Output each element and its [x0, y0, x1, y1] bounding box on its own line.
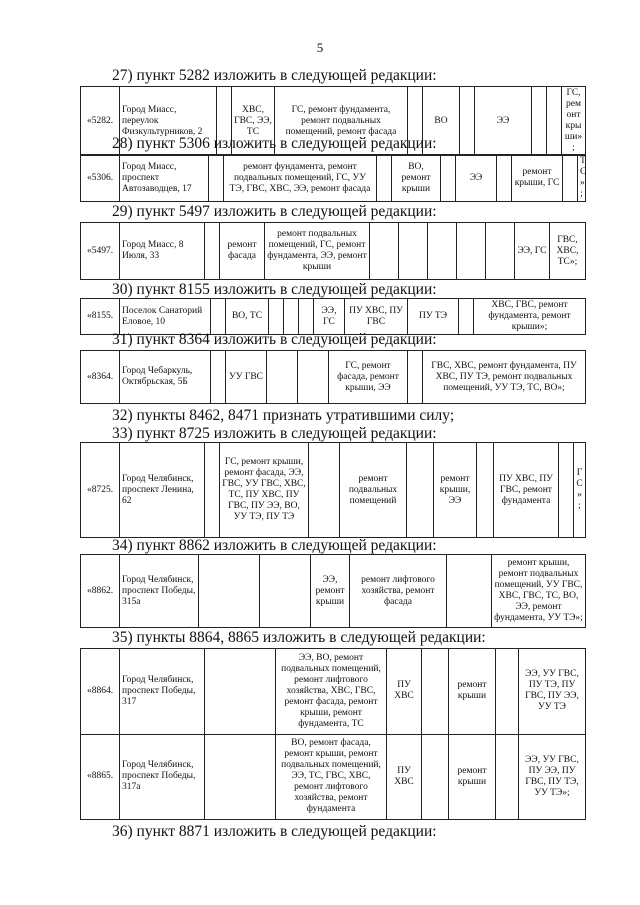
row-number: «8864.: [81, 649, 120, 735]
table-cell: ВО, ТС: [226, 299, 269, 335]
table-8862: [80, 554, 586, 628]
table-cell: ремонт крыши, ремонт подвальных помещений, УУ ГВС, ХВС, ГВС, ТС, ВО, ЭЭ, ремонт фундамента, УУ ТЭ»;: [492, 555, 586, 628]
table-row: [81, 299, 586, 335]
table-cell: ремонт крыши, ЭЭ: [434, 443, 477, 538]
row-address: Город Миасс, переулок Физкультурников, 2: [120, 87, 217, 156]
table-row: [81, 155, 586, 202]
table-cell: [377, 155, 392, 202]
table-cell: [298, 351, 329, 404]
table-cell: [422, 649, 449, 735]
table-cell: ГС, ремонт крыши, ремонт фасада, ЭЭ, ГВС, УУ ГВС, ХВС, ТС, ПУ ХВС, ПУ ГВС, ПУ ЭЭ, ВО, УУ ТЭ, ПУ ТЭ: [220, 443, 309, 538]
table-cell: [211, 299, 226, 335]
table-cell: [477, 443, 494, 538]
table-cell: [299, 299, 314, 335]
table-cell: [496, 734, 519, 820]
table-cell: [563, 155, 578, 202]
table-cell: ремонт подвальных помещений, ГС, ремонт фундамента, ЭЭ, ремонт крыши: [265, 223, 370, 280]
table-cell: [309, 443, 340, 538]
row-number: «8155.: [81, 299, 120, 335]
table-cell: ПУ ХВС, ПУ ГВС, ремонт фундамента: [494, 443, 559, 538]
table-cell: ремонт фасада: [220, 223, 265, 280]
table-cell: ГВС, ХВС, ремонт фундамента, ПУ ХВС, ПУ ТЭ, ремонт подвальных помещений, УУ ТЭ, ТС, ВО»;: [423, 351, 586, 404]
table-cell: ГС, ремонт фундамента, ремонт подвальных помещений, ремонт фасада: [275, 87, 408, 156]
table-cell: [496, 649, 519, 735]
table-cell: [199, 555, 260, 628]
instruction-34: 34) пункт 8862 изложить в следующей редакции:: [112, 537, 437, 554]
instruction-32: 32) пункты 8462, 8471 признать утратившими силу;: [112, 407, 455, 424]
table-cell: [211, 351, 226, 404]
row-number: «8364.: [81, 351, 120, 404]
table-cell: ремонт крыши: [449, 649, 496, 735]
row-number: «8862.: [81, 555, 120, 628]
table-cell: [205, 223, 220, 280]
table-cell: [459, 299, 474, 335]
instruction-35: 35) пункты 8864, 8865 изложить в следующей редакции:: [112, 629, 486, 646]
table-5306: [80, 154, 586, 202]
table-cell: [497, 155, 512, 202]
table-cell: ЭЭ, УУ ГВС, ПУ ТЭ, ПУ ГВС, ПУ ЭЭ, УУ ТЭ: [519, 649, 586, 735]
table-cell: ХВС, ГВС, ремонт фундамента, ремонт крыши»;: [474, 299, 586, 335]
table-5497: [80, 222, 586, 280]
table-8864-8865: [80, 648, 586, 820]
row-address: Город Челябинск, проспект Победы, 317: [120, 649, 205, 735]
table-cell: ремонт крыши: [449, 734, 496, 820]
table-cell: [532, 87, 547, 156]
table-cell: ЭЭ, ГС: [314, 299, 345, 335]
table-8725: [80, 442, 586, 538]
table-cell: [447, 555, 492, 628]
table-cell: [559, 443, 574, 538]
table-cell: ПУ ХВС: [387, 649, 422, 735]
table-cell: [407, 443, 434, 538]
table-8364: [80, 350, 586, 404]
table-cell: ВО, ремонт крыши: [392, 155, 441, 202]
instruction-33: 33) пункт 8725 изложить в следующей редакции:: [112, 425, 437, 442]
table-cell: [269, 299, 284, 335]
instruction-30: 30) пункт 8155 изложить в следующей редакции:: [112, 281, 437, 298]
table-cell: ПУ ХВС, ПУ ГВС: [345, 299, 408, 335]
table-cell: ремонт фундамента, ремонт подвальных помещений, ГС, УУ ТЭ, ГВС, ХВС, ЭЭ, ремонт фасада: [224, 155, 377, 202]
table-row: [81, 649, 586, 735]
table-cell: ЭЭ: [456, 155, 497, 202]
table-cell: ЭЭ, ГС: [515, 223, 550, 280]
table-cell: ремонт лифтового хозяйства, ремонт фасада: [350, 555, 447, 628]
instruction-36: 36) пункт 8871 изложить в следующей редакции:: [112, 823, 437, 840]
row-address: Город Миасс, 8 Июля, 33: [120, 223, 205, 280]
table-cell: [284, 299, 299, 335]
table-cell: [486, 223, 515, 280]
table-cell: ТС»;: [578, 155, 586, 202]
row-number: «5497.: [81, 223, 120, 280]
table-cell: [422, 734, 449, 820]
table-8155: [80, 298, 586, 335]
table-cell: [209, 155, 224, 202]
table-row: [81, 443, 586, 538]
table-row: [81, 223, 586, 280]
table-row: [81, 351, 586, 404]
row-number: «8865.: [81, 734, 120, 820]
table-cell: ГС»;: [574, 443, 586, 538]
table-cell: ЭЭ: [475, 87, 532, 156]
table-cell: [408, 351, 423, 404]
table-cell: ГС, ремонт фасада, ремонт крыши, ЭЭ: [329, 351, 408, 404]
table-cell: ремонт подвальных помещений: [340, 443, 407, 538]
table-cell: [205, 443, 220, 538]
table-cell: [441, 155, 456, 202]
row-number: «5306.: [81, 155, 120, 202]
row-address: Город Челябинск, проспект Ленина, 62: [120, 443, 205, 538]
table-cell: [457, 223, 486, 280]
table-cell: [370, 223, 399, 280]
table-row: [81, 555, 586, 628]
table-cell: УУ ГВС: [226, 351, 267, 404]
table-cell: ХВС, ГВС, ЭЭ, ТС: [232, 87, 275, 156]
table-cell: ЭЭ, УУ ГВС, ПУ ЭЭ, ПУ ГВС, ПУ ТЭ, УУ ТЭ»;: [519, 734, 586, 820]
row-address: Город Челябинск, проспект Победы, 315а: [120, 555, 199, 628]
table-cell: ПУ ТЭ: [408, 299, 459, 335]
table-cell: [399, 223, 428, 280]
row-address: Город Челябинск, проспект Победы, 317а: [120, 734, 205, 820]
row-address: Город Чебаркуль, Октябрьская, 5Б: [120, 351, 211, 404]
table-cell: ПУ ХВС: [387, 734, 422, 820]
instruction-27: 27) пункт 5282 изложить в следующей редакции:: [112, 67, 437, 84]
row-number: «8725.: [81, 443, 120, 538]
instruction-31: 31) пункт 8364 изложить в следующей редакции:: [112, 331, 437, 348]
instruction-29: 29) пункт 5497 изложить в следующей редакции:: [112, 203, 437, 220]
table-cell: [547, 87, 562, 156]
table-cell: ГС, ремонт крыши»;: [562, 87, 586, 156]
table-row: [81, 734, 586, 820]
row-number: «5282.: [81, 87, 120, 156]
table-cell: ГВС, ХВС, ТС»;: [550, 223, 586, 280]
table-cell: ЭЭ, ремонт крыши: [311, 555, 350, 628]
table-cell: [260, 555, 311, 628]
table-cell: [460, 87, 475, 156]
page-number: 5: [316, 40, 324, 55]
table-cell: ЭЭ, ВО, ремонт подвальных помещений, ремонт лифтового хозяйства, ХВС, ГВС, ремонт фасада, ремонт крыши, ремонт фундамента, ТС: [276, 649, 387, 735]
instruction-28: 28) пункт 5306 изложить в следующей редакции:: [112, 135, 437, 152]
row-address: Город Миасс, проспект Автозаводцев, 17: [120, 155, 209, 202]
table-cell: ремонт крыши, ГС: [512, 155, 563, 202]
table-cell: [267, 351, 298, 404]
table-cell: [428, 223, 457, 280]
table-cell: ВО, ремонт фасада, ремонт крыши, ремонт подвальных помещений, ЭЭ, ТС, ГВС, ХВС, ремонт лифтового хозяйства, ремонт фундамента: [276, 734, 387, 820]
row-address: Поселок Санаторий Еловое, 10: [120, 299, 211, 335]
table-cell: [205, 734, 276, 820]
table-cell: ВО: [423, 87, 460, 156]
table-cell: [205, 649, 276, 735]
